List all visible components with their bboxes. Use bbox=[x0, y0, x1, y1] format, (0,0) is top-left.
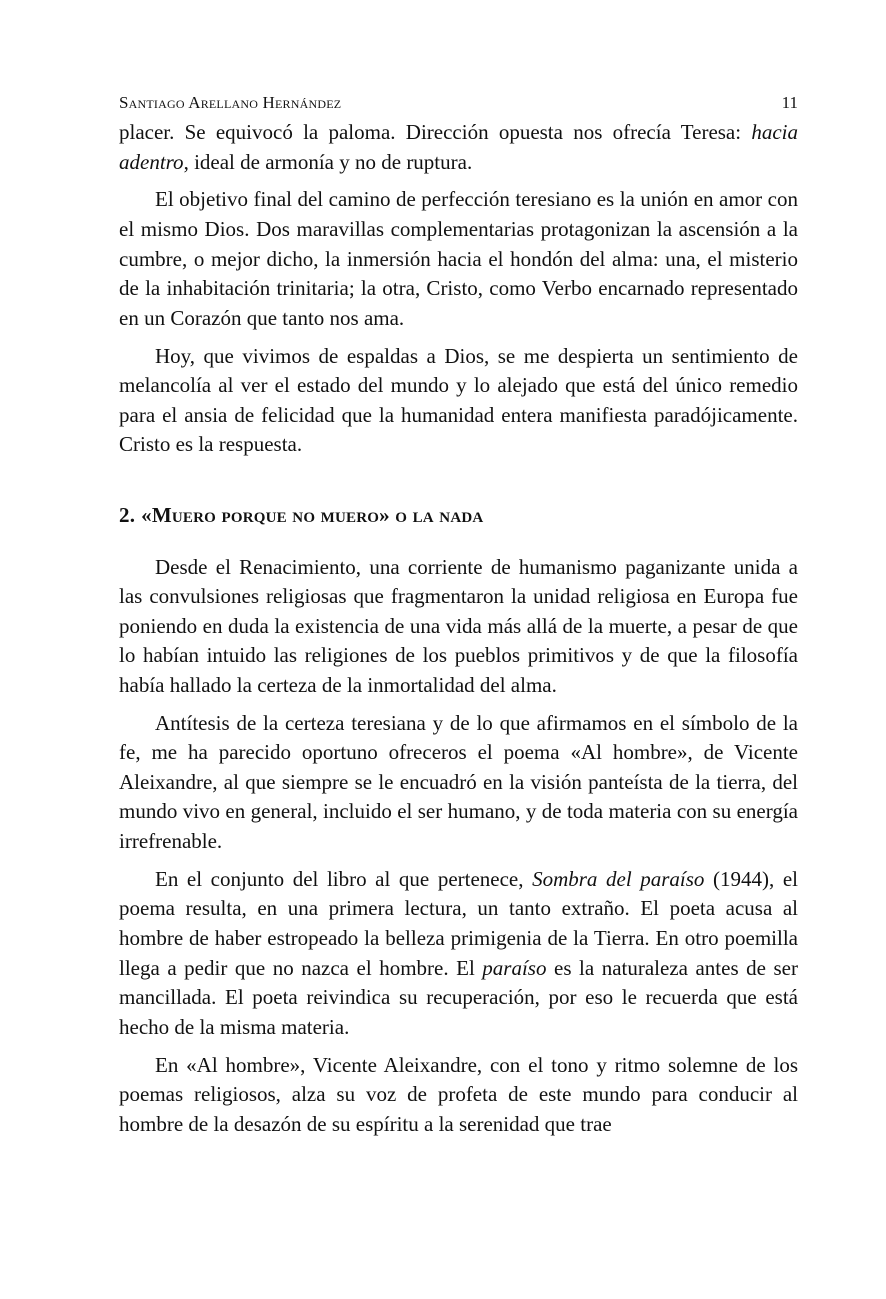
italic-phrase: hacia adentro bbox=[119, 120, 798, 174]
body-text-section bbox=[119, 553, 798, 1140]
section-heading bbox=[119, 501, 798, 531]
italic-book-title: Sombra del paraíso bbox=[532, 866, 705, 891]
paragraph: placer. Se equivocó la paloma. Dirección opuesta nos ofrecía Teresa: hacia adentro, ideal de armonía y no de ruptura. bbox=[119, 120, 798, 174]
body-text-top bbox=[119, 118, 798, 460]
paragraph: En «Al hombre», Vicente Aleixandre, con el tono y ritmo solemne de los poemas religiosos, alza su voz de profeta de este mundo para conducir al hombre de la desazón de su espíritu a la serenidad que trae bbox=[119, 1052, 798, 1136]
page-number: 11 bbox=[781, 93, 798, 112]
italic-word: paraíso bbox=[482, 955, 547, 980]
paragraph: El objetivo final del camino de perfección teresiano es la unión en amor con el mismo Dios. Dos maravillas complementarias protagonizan la ascensión a la cumbre, o mejor dicho, la inmersión hacia el hondón del alma: una, el misterio de la inhabitación trinitaria; la otra, Cristo, como Verbo encarnado representado en un Corazón que tanto nos ama. bbox=[119, 187, 798, 330]
book-page bbox=[119, 88, 798, 1139]
running-head bbox=[119, 88, 798, 118]
running-head-author: Santiago Arellano Hernández bbox=[119, 93, 342, 112]
section-title: «Muero porque no muero» o la nada bbox=[141, 502, 484, 527]
section-number: 2. bbox=[119, 502, 136, 527]
paragraph: Desde el Renacimiento, una corriente de humanismo paganizante unida a las convulsiones religiosas que fragmentaron la unidad religiosa en Europa fue poniendo en duda la existencia de una vida más allá de la muerte, a pesar de que lo habían intuido las religiones de los pueblos primitivos y de que la filosofía había hallado la certeza de la inmortalidad del alma. bbox=[119, 554, 798, 697]
paragraph: Antítesis de la certeza teresiana y de lo que afirmamos en el símbolo de la fe, me ha parecido oportuno ofreceros el poema «Al hombre», de Vicente Aleixandre, al que siempre se le encuadró en la visión panteísta de la tierra, del mundo vivo en general, incluido el ser humano, y de toda materia con su energía irrefrenable. bbox=[119, 710, 798, 854]
paragraph: En el conjunto del libro al que pertenece, Sombra del paraíso (1944), el poema resulta, en una primera lectura, un tanto extraño. El poeta acusa al hombre de haber estropeado la belleza primigenia de la Tierra. En otro poemilla llega a pedir que no nazca el hombre. El paraíso es la naturaleza antes de ser mancillada. El poeta reivindica su recuperación, por eso le recuerda que está hecho de la misma materia. bbox=[119, 866, 798, 1039]
paragraph: Hoy, que vivimos de espaldas a Dios, se me despierta un sentimiento de melancolía al ver el estado del mundo y lo alejado que está del único remedio para el ansia de felicidad que la humanidad entera manifiesta paradójicamente. Cristo es la respuesta. bbox=[119, 343, 798, 457]
